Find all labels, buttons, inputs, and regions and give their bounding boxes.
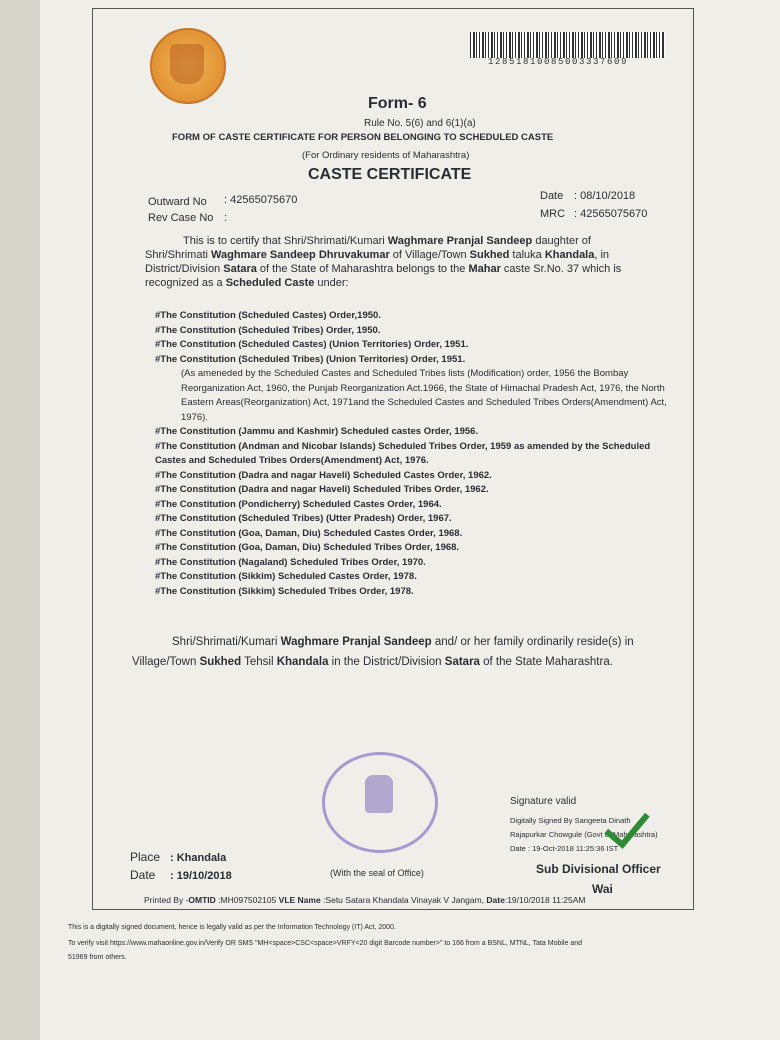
certify-text: taluka xyxy=(509,249,545,261)
taluka-name: Khandala xyxy=(544,249,595,261)
certify-text: caste Sr.No. 37 which is xyxy=(500,263,622,275)
date-value: : 08/10/2018 xyxy=(574,190,636,202)
constitution-orders-list xyxy=(155,309,675,599)
signature-valid: Signature valid xyxy=(510,796,577,807)
order-item: #The Constitution (Andman and Nicobar Islands) Scheduled Tribes Order, 1959 as amended by the Scheduled Castes and Scheduled Tribes Orders(Amendment) Act, 1976. xyxy=(155,440,651,466)
order-item: #The Constitution (Dadra and nagar Haveli) Scheduled Tribes Order, 1962. xyxy=(155,484,489,495)
form-title: Form- 6 xyxy=(368,95,427,112)
printed-by-line xyxy=(144,895,586,905)
mrc-label: MRC xyxy=(540,208,566,220)
footer-verify: To verify visit https://www.mahaonline.gov.in/Verify OR SMS "MH<space>CSC<space>VRFY<20 digit Barcode number>" to 166 from a BSNL, MTNL, Tata Mobile and xyxy=(68,940,583,947)
order-item: #The Constitution (Scheduled Castes) Order,1950. xyxy=(155,310,381,321)
issue-date-value: : 19/10/2018 xyxy=(170,870,232,882)
office-round-seal xyxy=(322,752,438,853)
signature-date: Date : 19-Oct-2018 11:25:36 IST xyxy=(510,844,619,853)
order-item: #The Constitution (Scheduled Tribes) (Union Territories) Order, 1951. xyxy=(155,353,466,365)
order-item: #The Constitution (Sikkim) Scheduled Tribes Order, 1978. xyxy=(155,585,414,597)
office-designation: Sub Divisional Officer xyxy=(536,862,661,876)
residents-note: (For Ordinary residents of Maharashtra) xyxy=(302,150,470,161)
certify-text: , in xyxy=(594,249,610,261)
caste-category: Scheduled Caste xyxy=(225,277,315,289)
print-date-value: :19/10/2018 11:25AM xyxy=(504,895,586,905)
certify-text: daughter of xyxy=(532,235,591,247)
village-name: Sukhed xyxy=(469,249,510,261)
residence-text: of the State Maharashtra. xyxy=(479,656,613,668)
date-label: Date xyxy=(540,190,564,202)
revcase-value: : xyxy=(224,212,228,224)
certify-text: recognized as a xyxy=(145,277,226,289)
district-name: Satara xyxy=(444,656,480,668)
certify-text: of Village/Town xyxy=(389,249,470,261)
footer-legal: This is a digitally signed document, hence is legally valid as per the Information Technology (IT) Act, 2000. xyxy=(68,924,396,931)
order-item: #The Constitution (Scheduled Tribes) Order, 1950. xyxy=(155,324,381,336)
rule-reference: Rule No. 5(6) and 6(1)(a) xyxy=(364,118,476,129)
residence-text: in the District/Division xyxy=(328,656,445,668)
print-date-label: Date xyxy=(486,895,505,905)
seal-note: (With the seal of Office) xyxy=(330,868,424,878)
district-name: Satara xyxy=(223,263,257,275)
order-item: #The Constitution (Jammu and Kashmir) Scheduled castes Order, 1956. xyxy=(155,426,479,437)
issue-date-label: Date xyxy=(130,868,156,882)
omtid-label: OMTID xyxy=(188,895,216,905)
tehsil-name: Khandala xyxy=(276,656,329,668)
certificate-title: CASTE CERTIFICATE xyxy=(308,166,472,183)
order-item: #The Constitution (Sikkim) Scheduled Castes Order, 1978. xyxy=(155,571,417,582)
maharashtra-emblem-seal xyxy=(150,28,226,104)
applicant-name: Waghmare Pranjal Sandeep xyxy=(387,235,533,247)
certify-text: under: xyxy=(314,277,349,289)
certify-text: District/Division xyxy=(145,263,224,275)
residence-text: Shri/Shrimati/Kumari xyxy=(172,636,281,648)
certify-text: Shri/Shrimati xyxy=(145,249,212,261)
outward-label: Outward No xyxy=(148,196,207,208)
form-subtitle: FORM OF CASTE CERTIFICATE FOR PERSON BELONGING TO SCHEDULED CASTE xyxy=(172,132,554,143)
signer-org: Rajapurkar Chowgule (Govt of Maharashtra) xyxy=(510,830,658,839)
order-item: #The Constitution (Pondicherry) Scheduled Castes Order, 1964. xyxy=(155,498,442,510)
vle-label: VLE Name xyxy=(278,895,321,905)
footer-verify-cont: 51969 from others. xyxy=(68,954,127,961)
parent-name: Waghmare Sandeep Dhruvakumar xyxy=(211,249,390,261)
printed-by-label: Printed By - xyxy=(144,895,189,905)
residence-text: and/ or her family ordinarily reside(s) in xyxy=(431,636,634,648)
caste-name: Mahar xyxy=(468,263,501,275)
certify-text: of the State of Maharashtra belongs to the xyxy=(256,263,469,275)
residence-text: Village/Town xyxy=(132,656,200,668)
omtid-value: :MH097502105 xyxy=(215,895,279,905)
place-label: Place xyxy=(130,850,161,864)
order-item: #The Constitution (Scheduled Castes) (Union Territories) Order, 1951. xyxy=(155,339,469,350)
mrc-value: : 42565075670 xyxy=(574,208,648,220)
order-item: #The Constitution (Goa, Daman, Diu) Scheduled Tribes Order, 1968. xyxy=(155,542,460,553)
village-name: Sukhed xyxy=(199,656,242,668)
outward-value: : 42565075670 xyxy=(224,194,298,206)
certify-paragraph xyxy=(145,234,665,290)
order-item: #The Constitution (Scheduled Tribes) (Utter Pradesh) Order, 1967. xyxy=(155,513,452,524)
order-item: #The Constitution (Nagaland) Scheduled Tribes Order, 1970. xyxy=(155,556,426,568)
order-item: #The Constitution (Goa, Daman, Diu) Scheduled Castes Order, 1968. xyxy=(155,527,463,539)
amendment-note: (As ameneded by the Scheduled Castes and Scheduled Tribes lists (Modification) order, 1956 the Bombay Reorganization Act, 1960, the Punjab Reorganization Act.1966, the State of Himachal Pradesh Act, 1976, the North Eastern Areas(Reorganization) Act, 1971and the Scheduled Castes and Scheduled Tribes Orders(Amendment) Act, 1976). xyxy=(181,368,667,423)
order-item: #The Constitution (Dadra and nagar Haveli) Scheduled Castes Order, 1962. xyxy=(155,469,492,481)
applicant-name: Waghmare Pranjal Sandeep xyxy=(280,636,432,648)
vle-value: :Setu Satara Khandala Vinayak V Jangam, xyxy=(320,895,487,905)
barcode-number: 128518100850033376​09 xyxy=(488,57,629,67)
national-emblem-icon xyxy=(365,775,393,813)
office-place: Wai xyxy=(592,882,613,896)
barcode xyxy=(470,32,665,58)
revcase-label: Rev Case No xyxy=(148,212,214,224)
residence-text: Tehsil xyxy=(241,656,277,668)
certify-text: This is to certify that Shri/Shrimati/Kumari xyxy=(183,235,388,247)
emblem-icon xyxy=(170,44,204,84)
residence-paragraph xyxy=(132,632,692,672)
place-value: : Khandala xyxy=(170,852,227,864)
signed-by: Digitally Signed By Sangeeta Dinath xyxy=(510,816,631,825)
